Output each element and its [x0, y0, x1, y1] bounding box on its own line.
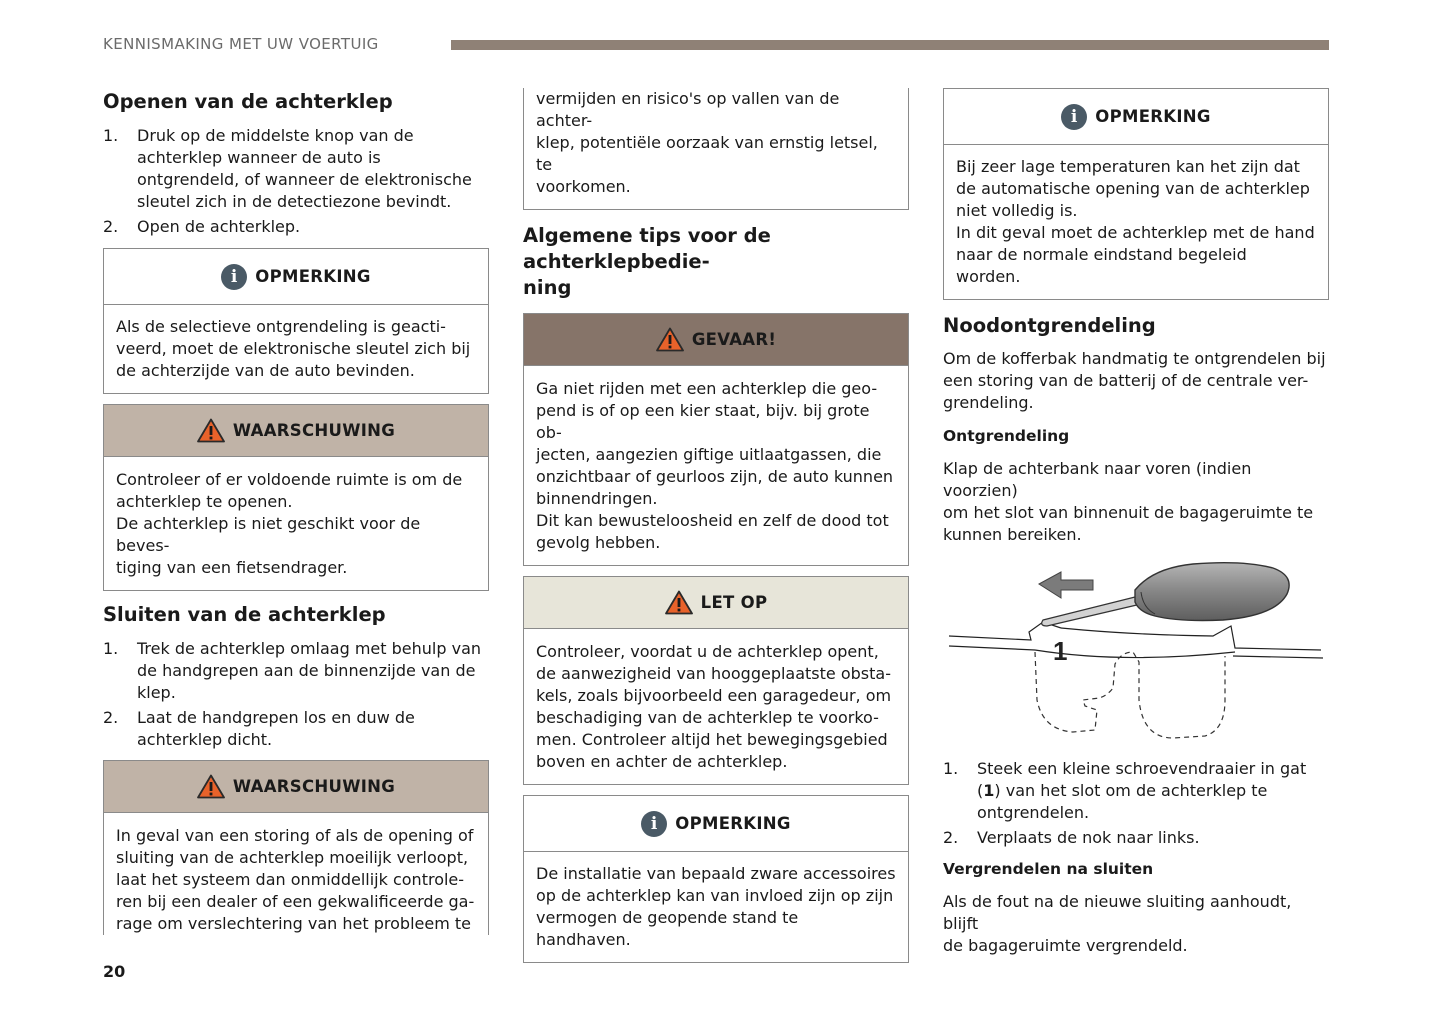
- danger-body: Ga niet rijden met een achterklep die geo- pend is of op een kier staat, bijv. bij grote ob- jecten, aangezien giftige uitlaatgassen, die onzichtbaar of geurloos zijn, de auto kunnen binnendringen. Dit kan bewusteloosheid en zelf de dood tot gevolg hebben.: [536, 379, 894, 552]
- danger-label: GEVAAR!: [691, 330, 777, 349]
- column-1: [103, 88, 489, 935]
- list-item: 1. Trek de achterklep omlaag met behulp van de handgrepen aan de binnenzijde van de klep.: [103, 639, 482, 702]
- warning-triangle-icon: [665, 590, 693, 615]
- warning-label: WAARSCHUWING: [232, 777, 396, 796]
- warning-header: [104, 761, 488, 813]
- note-box: [943, 88, 1329, 300]
- running-header: KENNISMAKING MET UW VOERTUIG: [103, 35, 379, 53]
- warning-box: [103, 760, 489, 935]
- warning-header: [104, 405, 488, 457]
- sluiten-steps: [103, 638, 489, 751]
- danger-header: [524, 314, 908, 366]
- note-header: [944, 89, 1328, 145]
- note-label: OPMERKING: [255, 267, 371, 286]
- page-number: 20: [103, 962, 126, 981]
- note-body: Als de selectieve ontgrendeling is geacti- veerd, moet de elektronische sleutel zich bij de achterzijde van de auto bevinden.: [116, 317, 471, 380]
- note-header: [104, 249, 488, 305]
- section-title-tips: Algemene tips voor de achterklepbedie- ning: [523, 224, 771, 299]
- note-body: De installatie van bepaald zware accessoires op de achterklep kan van invloed zijn op zijn vermogen de geopende stand te handhaven.: [536, 864, 896, 949]
- info-icon: i: [1061, 104, 1087, 130]
- warning-label: WAARSCHUWING: [232, 421, 396, 440]
- note-body: Bij zeer lage temperaturen kan het zijn dat de automatische opening van de achterklep niet volledig is. In dit geval moet de achterklep met de hand naar de normale eindstand begeleid worden.: [956, 157, 1315, 286]
- body-line: [1233, 656, 1323, 658]
- note-box: [103, 248, 489, 394]
- column-3: [943, 88, 1329, 957]
- header-bar: [451, 40, 1329, 50]
- section-title-openen: Openen van de achterklep: [103, 90, 393, 113]
- section-title-sluiten: Sluiten van de achterklep: [103, 603, 386, 626]
- list-item: 2. Open de achterklep.: [103, 217, 301, 236]
- warning-continuation: vermijden en risico's op vallen van de achter- klep, potentiële oorzaak van ernstig letsel, te voorkomen.: [523, 88, 909, 210]
- screwdriver-illustration: [943, 560, 1329, 742]
- vergrendelen-paragraph: Als de fout na de nieuwe sluiting aanhoudt, blijft de bagageruimte vergrendeld.: [943, 892, 1292, 955]
- info-icon: i: [221, 264, 247, 290]
- warning-box: [103, 404, 489, 591]
- danger-box: [523, 313, 909, 566]
- list-item: 2. Verplaats de nok naar links.: [943, 828, 1200, 847]
- caution-label: LET OP: [700, 593, 768, 612]
- warning-body: Controleer of er voldoende ruimte is om de achterklep te openen. De achterklep is niet geschikt voor de beves- tiging van een fietsendrager.: [116, 470, 463, 577]
- ontgrendeling-paragraph: Klap de achterbank naar voren (indien voorzien) om het slot van binnenuit de bagageruimte te kunnen bereiken.: [943, 459, 1314, 544]
- list-item: 2. Laat de handgrepen los en duw de achterklep dicht.: [103, 708, 415, 749]
- screwdriver-shaft: [1042, 596, 1141, 626]
- column-2: [523, 88, 909, 963]
- note-label: OPMERKING: [1095, 107, 1211, 126]
- list-item: 1. Steek een kleine schroevendraaier in gat (1) van het slot om de achterklep te ontgrendelen.: [943, 759, 1307, 822]
- note-box: [523, 795, 909, 963]
- note-label: OPMERKING: [675, 814, 791, 833]
- caution-header: [524, 577, 908, 629]
- list-item: 1. Druk op de middelste knop van de achterklep wanneer de auto is ontgrendeld, of wanneer de elektronische sleutel zich in de detectiezone bevindt.: [103, 126, 472, 211]
- subtitle-ontgrendeling: Ontgrendeling: [943, 427, 1070, 445]
- intro-paragraph: Om de kofferbak handmatig te ontgrendelen bij een storing van de batterij of de centrale ver- grendeling.: [943, 349, 1326, 412]
- arrow-left-icon: [1039, 572, 1093, 598]
- subtitle-vergrendelen: Vergrendelen na sluiten: [943, 860, 1154, 878]
- openen-steps: [103, 125, 489, 238]
- screwdriver-handle: [1135, 563, 1289, 621]
- body-line: [1061, 626, 1321, 650]
- caution-box: [523, 576, 909, 785]
- warning-triangle-icon: [197, 418, 225, 443]
- caution-body: Controleer, voordat u de achterklep opent, de aanwezigheid van hooggeplaatste obsta- kels, zoals bijvoorbeeld een garagedeur, om beschadiging van de achterklep te voorko- men. Controleer altijd het bewegingsgebied boven en achter de achterklep.: [536, 642, 892, 771]
- ontgrendeling-steps: [943, 758, 1329, 849]
- warning-body: In geval van een storing of als de opening of sluiting van de achterklep moeilijk verloopt, laat het systeem dan onmiddellijk controle- ren bij een dealer of een gekwalificeerde ga- rage om verslechtering van het probleem te: [116, 826, 475, 933]
- warning-triangle-icon: [197, 774, 225, 799]
- section-title-noodontgrendeling: Noodontgrendeling: [943, 314, 1156, 337]
- note-header: [524, 796, 908, 852]
- figure-label: 1: [1053, 636, 1068, 666]
- warning-triangle-icon: [656, 327, 684, 352]
- info-icon: i: [641, 811, 667, 837]
- body-line: [949, 646, 1035, 650]
